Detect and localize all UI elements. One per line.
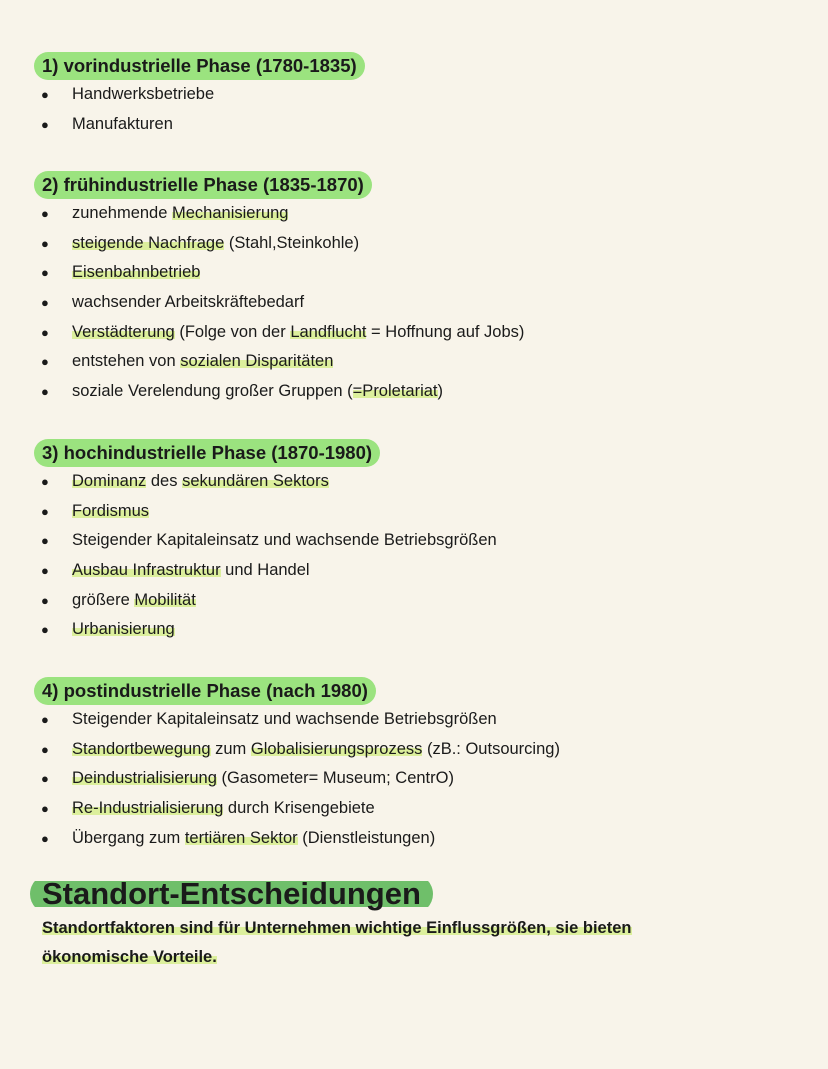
bullet-icon: ● [41, 503, 49, 519]
highlighted-text: Landflucht [290, 322, 367, 341]
list-item-text [72, 110, 173, 140]
list-item [0, 615, 828, 645]
list-item [0, 526, 828, 556]
highlighted-text: Standortbewegung [72, 739, 211, 758]
highlighted-text: Deindustrialisierung [72, 769, 217, 788]
phase-list [0, 467, 828, 645]
plain-text: zum [210, 739, 251, 758]
plain-text: (Dienstleistungen) [297, 828, 436, 847]
highlighted-text: tertiären Sektor [184, 828, 298, 847]
bullet-icon: ● [41, 830, 49, 846]
plain-text: und Handel [220, 561, 310, 580]
plain-text: Steigender Kapitaleinsatz und wachsende Betriebsgrößen [72, 531, 497, 550]
list-item-text [72, 556, 310, 586]
list-item-text [72, 318, 524, 348]
plain-text: ) [437, 382, 444, 401]
highlighted-text: =Proletariat [352, 382, 438, 401]
bullet-icon: ● [41, 384, 49, 400]
highlighted-text: Re-Industrialisierung [72, 799, 224, 818]
plain-text: Übergang zum [72, 828, 185, 847]
highlighted-text: Dominanz [72, 472, 147, 490]
intro-paragraph [42, 914, 742, 972]
list-item [0, 110, 828, 140]
bullet-icon: ● [41, 295, 49, 311]
phase-heading: 4) postindustrielle Phase (nach 1980) [34, 677, 376, 705]
highlighted-text: sozialen Disparitäten [180, 352, 334, 371]
bullet-icon: ● [41, 801, 49, 817]
list-item [0, 258, 828, 288]
phase-heading: 1) vorindustrielle Phase (1780-1835) [34, 52, 365, 80]
list-item-text [72, 526, 497, 556]
list-item-text [72, 377, 443, 407]
section-title: Standort-Entscheidungen [30, 874, 433, 914]
list-item-text [72, 586, 196, 616]
list-item-text [72, 735, 560, 765]
plain-text: wachsender Arbeitskräftebedarf [72, 293, 305, 312]
list-item [0, 377, 828, 407]
bullet-icon: ● [41, 474, 49, 489]
plain-text: Handwerksbetriebe [72, 85, 215, 103]
list-item [0, 347, 828, 377]
phase-list [0, 705, 828, 853]
highlighted-text: Fordismus [72, 501, 150, 520]
list-item-text [72, 347, 333, 377]
bullet-icon: ● [41, 235, 49, 251]
phase-list [0, 199, 828, 407]
bullet-icon: ● [41, 712, 49, 727]
plain-text: Manufakturen [72, 114, 173, 133]
highlighted-text: Ausbau Infrastruktur [72, 561, 221, 580]
plain-text: entstehen von [72, 352, 181, 371]
highlighted-text: Globalisierungsprozess [250, 739, 423, 758]
highlighted-text: Standortfaktoren sind für Unternehmen wichtige Einflussgrößen, sie bieten ökonomische Vorteile. [42, 919, 632, 966]
list-item [0, 467, 828, 497]
list-item [0, 735, 828, 765]
list-item [0, 229, 828, 259]
plain-text: durch Krisengebiete [223, 799, 375, 818]
bullet-icon: ● [41, 324, 49, 340]
list-item-text [72, 467, 329, 497]
list-item [0, 705, 828, 735]
highlighted-text: steigende Nachfrage [72, 233, 225, 252]
plain-text: (Folge von der [174, 322, 291, 341]
bullet-icon: ● [41, 87, 49, 102]
list-item [0, 288, 828, 318]
highlighted-text: Mobilität [134, 590, 196, 609]
bullet-icon: ● [41, 771, 49, 787]
list-item [0, 794, 828, 824]
highlighted-text: Eisenbahnbetrieb [72, 263, 201, 282]
bullet-icon: ● [41, 354, 49, 370]
list-item-text [72, 794, 375, 824]
phase-heading: 3) hochindustrielle Phase (1870-1980) [34, 439, 380, 467]
list-item [0, 824, 828, 854]
list-item-text [72, 229, 359, 259]
plain-text: größere [72, 590, 135, 609]
list-item-text [72, 824, 435, 854]
list-item-text [72, 199, 288, 229]
list-item-text [72, 497, 149, 527]
list-item [0, 497, 828, 527]
list-item-text [72, 764, 454, 794]
list-item [0, 556, 828, 586]
highlighted-text: Mechanisierung [172, 204, 289, 222]
highlighted-text: Urbanisierung [72, 620, 175, 639]
plain-text: des [146, 472, 183, 490]
bullet-icon: ● [41, 563, 49, 579]
list-item [0, 318, 828, 348]
bullet-icon: ● [41, 741, 49, 757]
list-item-text [72, 80, 214, 110]
highlighted-text: sekundären Sektors [182, 472, 329, 490]
bullet-icon: ● [41, 592, 49, 608]
plain-text: (Gasometer= Museum; CentrO) [216, 769, 454, 788]
list-item-text [72, 705, 497, 735]
plain-text: soziale Verelendung großer Gruppen ( [72, 382, 353, 401]
plain-text: (Stahl,Steinkohle) [224, 233, 360, 252]
bullet-icon: ● [41, 265, 49, 281]
list-item [0, 586, 828, 616]
bullet-icon: ● [41, 206, 49, 221]
list-item-text [72, 615, 175, 645]
list-item-text [72, 258, 200, 288]
phase-heading: 2) frühindustrielle Phase (1835-1870) [34, 171, 372, 199]
bullet-icon: ● [41, 622, 49, 638]
phase-list [0, 80, 828, 139]
plain-text: = Hoffnung auf Jobs) [366, 322, 525, 341]
plain-text: Steigender Kapitaleinsatz und wachsende Betriebsgrößen [72, 710, 497, 728]
list-item [0, 199, 828, 229]
plain-text: (zB.: Outsourcing) [422, 739, 560, 758]
bullet-icon: ● [41, 116, 49, 132]
list-item [0, 80, 828, 110]
list-item-text [72, 288, 304, 318]
bullet-icon: ● [41, 533, 49, 549]
list-item [0, 764, 828, 794]
plain-text: zunehmende [72, 204, 172, 222]
highlighted-text: Verstädterung [72, 322, 175, 341]
